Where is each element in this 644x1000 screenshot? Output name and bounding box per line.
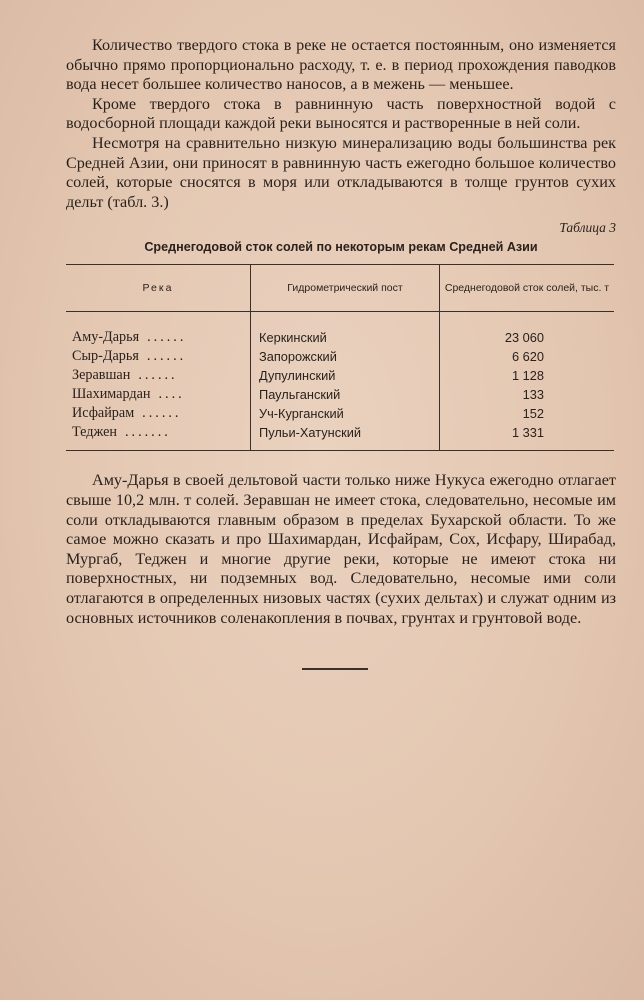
river-name: Сыр-Дарья ...... — [72, 348, 187, 365]
end-rule — [302, 668, 368, 670]
station-name: Запорожский — [251, 347, 440, 366]
paragraph-1: Количество твердого стока в реке не остается постоянным, оно изменяется обычно прямо пропорционально расходу, т. е. в период прохождения паводков вода несет большее количество наносов, а в межень — меньшее. — [66, 36, 616, 94]
runoff-value: 1 331 — [511, 425, 544, 441]
runoff-value: 6 620 — [511, 349, 544, 365]
salt-runoff-table — [66, 264, 614, 451]
paragraph-2: Кроме твердого стока в равнинную часть поверхностной водой с водосборной площади каждой реки выносятся и растворенные в ней соли. — [66, 94, 616, 133]
table-label: Таблица 3 — [559, 220, 616, 236]
station-name: Паульганский — [251, 385, 440, 404]
text-after-table — [66, 471, 616, 628]
table-row — [66, 366, 614, 385]
header-runoff: Среднегодовой сток солей, тыс. т — [440, 265, 615, 312]
station-name: Дупулинский — [251, 366, 440, 385]
runoff-value: 23 060 — [504, 330, 544, 346]
table-row — [66, 312, 614, 348]
river-name: Зеравшан ...... — [72, 367, 178, 384]
runoff-value: 1 128 — [511, 368, 544, 384]
table-title: Среднегодовой сток солей по некоторым рекам Средней Азии — [144, 240, 538, 255]
river-name: Аму-Дарья ...... — [72, 329, 187, 346]
runoff-value: 152 — [522, 406, 544, 422]
station-name: Уч-Курганский — [251, 404, 440, 423]
header-river: Река — [66, 265, 251, 312]
table-row — [66, 347, 614, 366]
table-row — [66, 385, 614, 404]
river-name: Исфайрам ...... — [72, 405, 182, 422]
river-name: Шахимардан .... — [72, 386, 185, 403]
table-row — [66, 404, 614, 423]
table-header-row — [66, 265, 614, 312]
paragraph-4: Аму-Дарья в своей дельтовой части только ниже Нукуса ежегодно отлагает свыше 10,2 млн. т солей. Зеравшан не имеет стока, следовательно, несомые им соли откладываются главным образом в пределах Бухарской области. То же самое можно сказать и про Шахимардан, Исфайрам, Сох, Исфару, Ширабад, Мургаб, Теджен и многие другие реки, которые не имеют стока ни поверхностных, ни подземных вод. Следовательно, несомые ими соли отлагаются в определенных низовых частях (сухих дельтах) и служат одним из основных источников соленакопления в почвах, грунтах и грунтовой воде. — [66, 471, 616, 627]
table-row — [66, 423, 614, 451]
station-name: Пульи-Хатунский — [251, 423, 440, 451]
header-station: Гидрометрический пост — [251, 265, 440, 312]
river-name: Теджен ....... — [72, 424, 171, 441]
station-name: Керкинский — [251, 312, 440, 348]
paragraph-3: Несмотря на сравнительно низкую минерализацию воды большинства рек Средней Азии, они приносят в равнинную часть ежегодно большое количество солей, которые сносятся в моря или откладываются в толще грунтов сухих дельт (табл. 3.) — [66, 133, 616, 211]
page-content — [66, 36, 616, 670]
runoff-value: 133 — [522, 387, 544, 403]
